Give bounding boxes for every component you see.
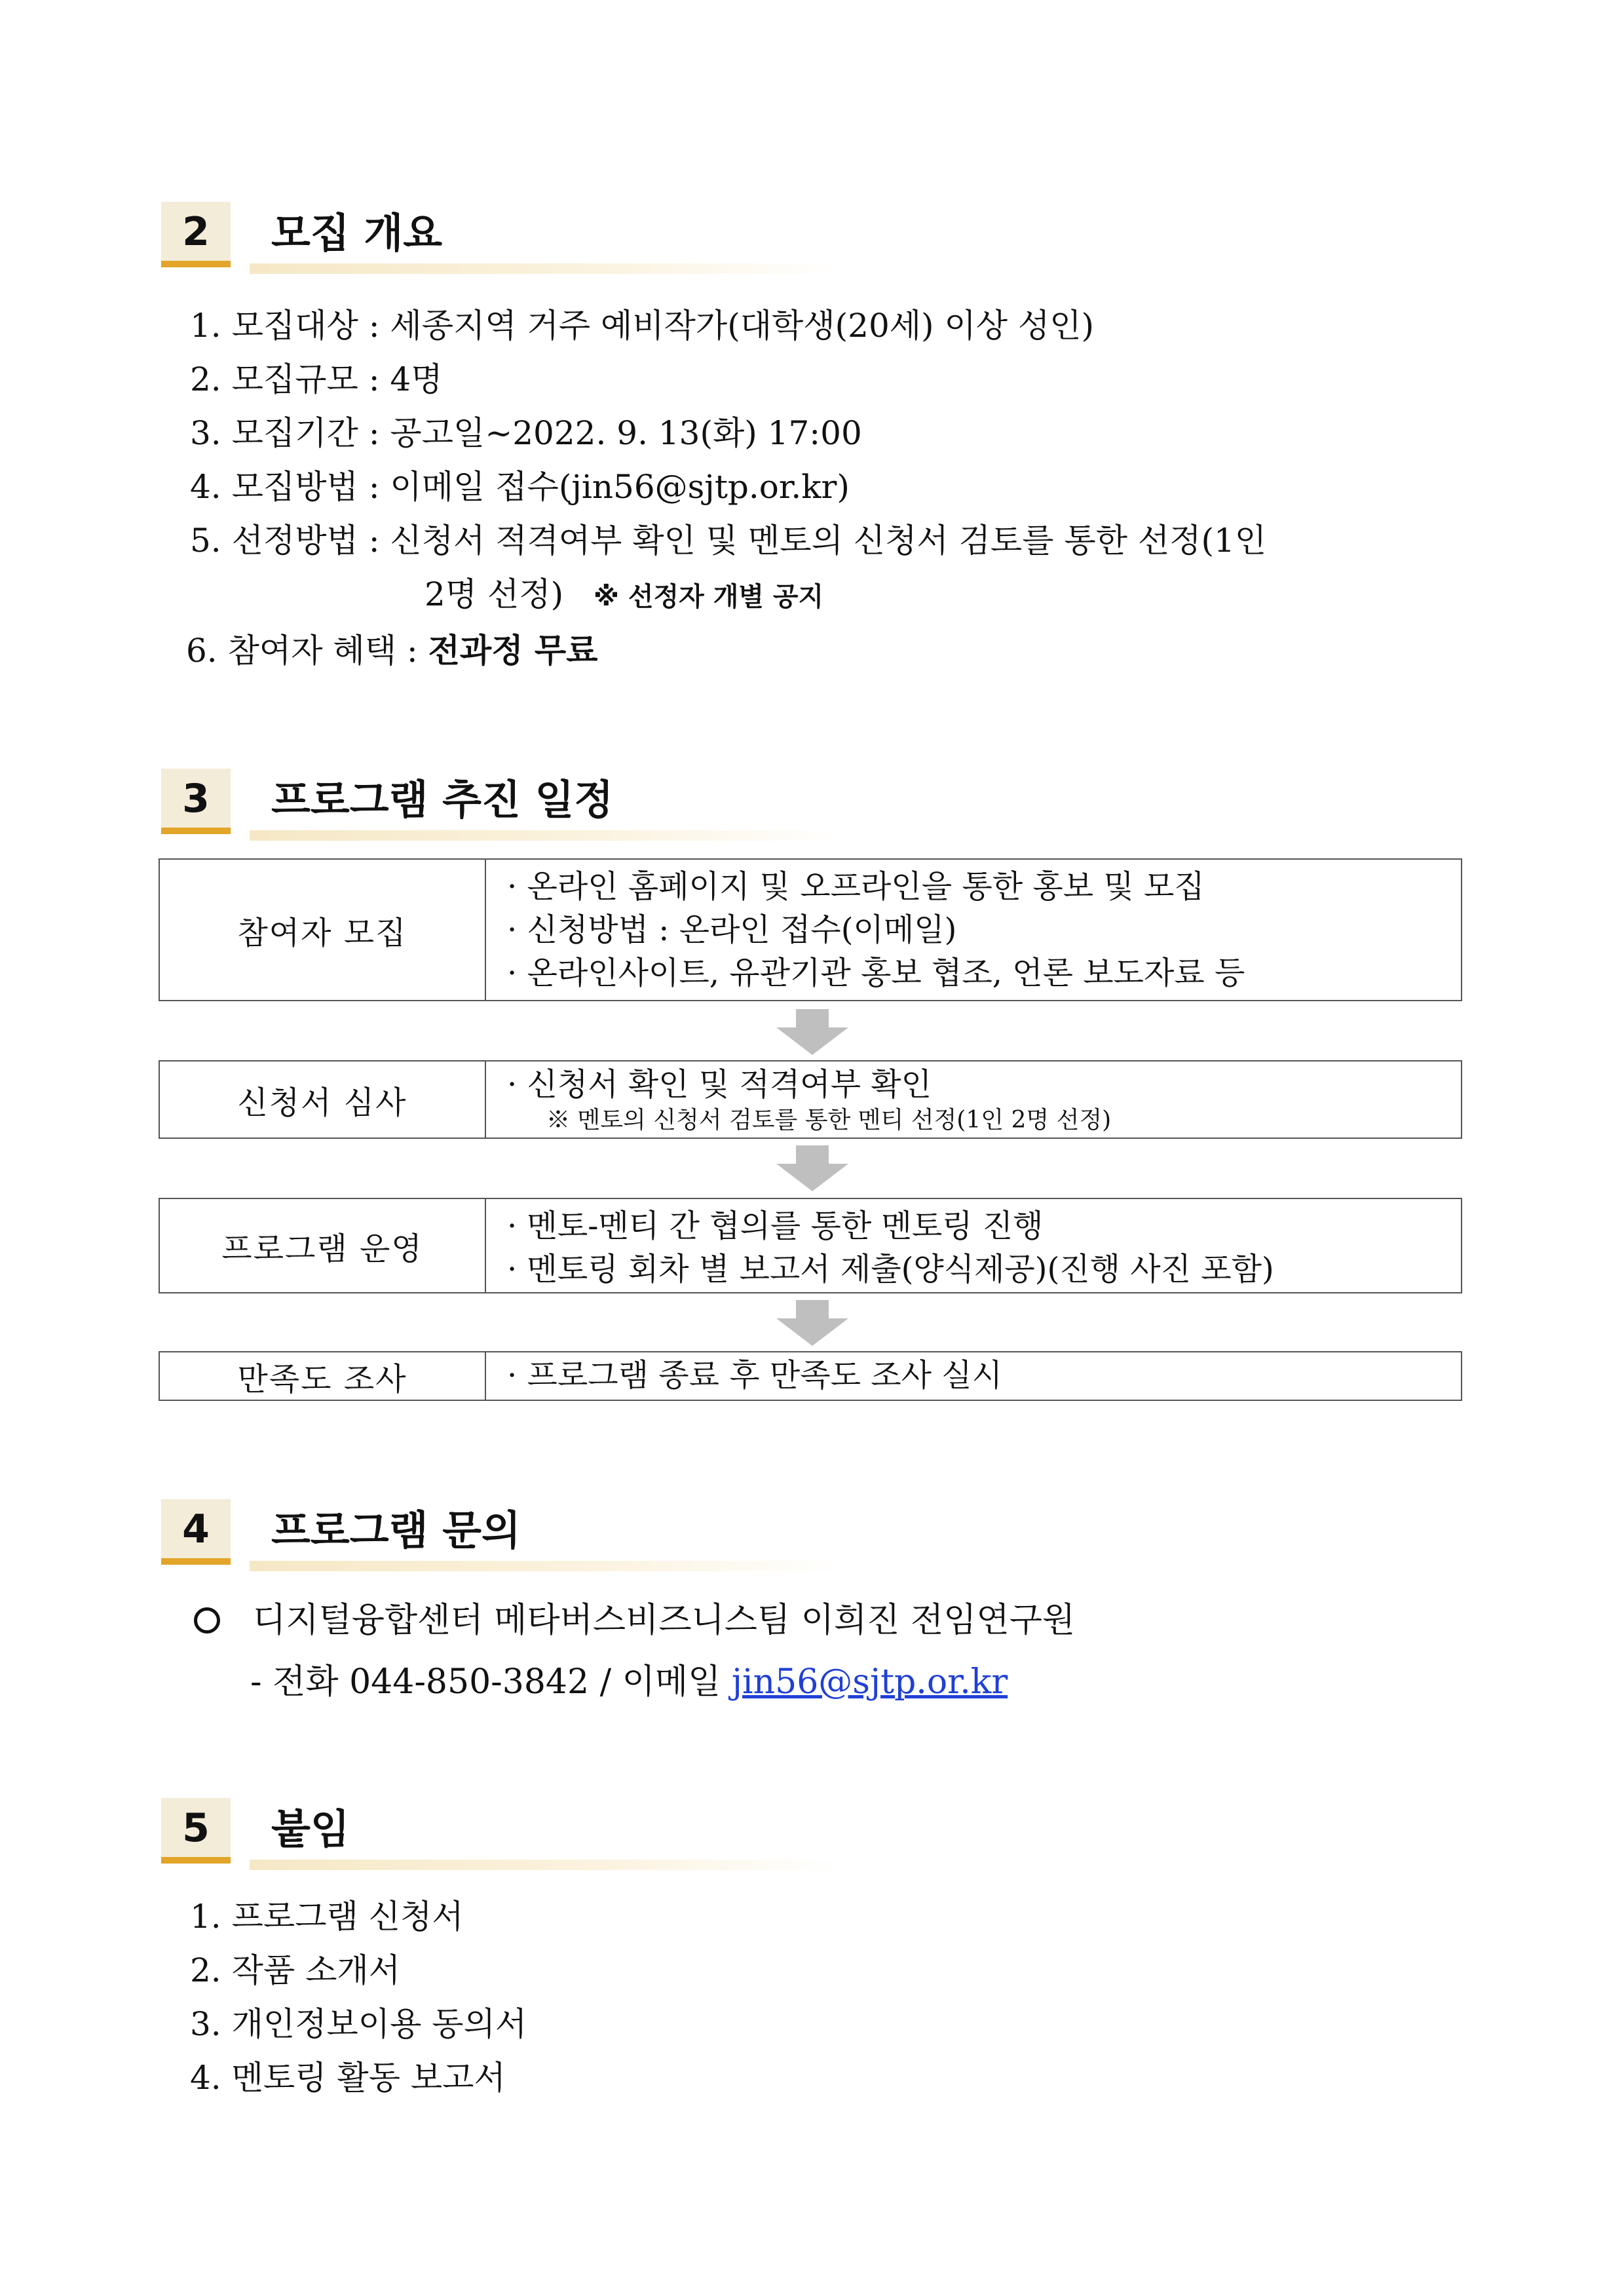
section-5-header — [161, 1798, 816, 1870]
list-item: 1. 프로그램 신청서 — [190, 1898, 464, 1936]
step-line: · 멘토링 회차 별 보고서 제출(양식제공)(진행 사진 포함) — [507, 1251, 1274, 1288]
step-label: 참여자 모집 — [160, 860, 486, 1000]
list-item-continuation — [190, 567, 1266, 624]
section-number: 2 — [161, 202, 231, 267]
section-3-header — [161, 769, 816, 841]
list-item: 5. 선정방법 : 신청서 적격여부 확인 및 멘토의 신청서 검토를 통한 선정(1인 — [190, 522, 1267, 560]
list-item: 4. 모집방법 : 이메일 접수(jin56@sjtp.or.kr) — [190, 468, 850, 506]
title-underline — [250, 1561, 839, 1571]
benefit-label: 6. 참여자 혜택 : — [186, 632, 428, 670]
circle-bullet-icon — [194, 1607, 220, 1634]
list-item: 2. 모집규모 : 4명 — [190, 360, 443, 398]
selection-note: ※ 선정자 개별 공지 — [594, 582, 824, 612]
title-underline — [250, 263, 839, 274]
section-title: 붙임 — [271, 1805, 350, 1853]
schedule-step-survey — [159, 1351, 1462, 1401]
section-number: 5 — [161, 1798, 231, 1864]
schedule-step-recruit — [159, 858, 1462, 1001]
down-arrow-icon — [776, 1300, 848, 1346]
section-title: 모집 개요 — [271, 209, 443, 257]
attachment-list — [190, 1890, 527, 2105]
phone-text: - 전화 044-850-3842 / 이메일 — [250, 1662, 732, 1702]
list-item — [186, 624, 1266, 678]
list-item: 4. 멘토링 활동 보고서 — [190, 2059, 506, 2097]
step-label: 만족도 조사 — [160, 1352, 486, 1400]
title-underline — [250, 1860, 839, 1870]
contact-phone-email — [194, 1651, 1075, 1713]
list-item: 3. 모집기간 : 공고일~2022. 9. 13(화) 17:00 — [190, 414, 862, 452]
contact-person — [194, 1590, 1075, 1651]
step-content — [507, 1204, 1274, 1291]
selection-count: 2명 선정) — [425, 575, 564, 613]
step-note: ※ 멘토의 신청서 검토를 통한 멘티 선정(1인 2명 선정) — [546, 1107, 1112, 1134]
benefit-value: 전과정 무료 — [428, 632, 598, 670]
step-line: · 신청방법 : 온라인 접수(이메일) — [507, 911, 957, 948]
section-4-header — [161, 1499, 816, 1571]
step-line: · 프로그램 종료 후 만족도 조사 실시 — [507, 1357, 1002, 1394]
section-title: 프로그램 추진 일정 — [271, 776, 614, 824]
down-arrow-icon — [776, 1145, 848, 1191]
step-content — [507, 865, 1245, 995]
step-line: · 온라인사이트, 유관기관 홍보 협조, 언론 보도자료 등 — [507, 955, 1245, 991]
section-number: 4 — [161, 1499, 231, 1565]
section-number: 3 — [161, 769, 231, 834]
email-link[interactable]: jin56@sjtp.or.kr — [731, 1662, 1008, 1702]
step-content — [507, 1063, 1111, 1135]
section-title: 프로그램 문의 — [271, 1506, 521, 1554]
contact-line: 디지털융합센터 메타버스비즈니스팀 이희진 전임연구원 — [253, 1601, 1076, 1640]
recruitment-overview-list — [186, 299, 1267, 678]
step-line: · 멘토-멘티 간 협의를 통한 멘토링 진행 — [507, 1208, 1044, 1244]
list-item: 2. 작품 소개서 — [190, 1951, 400, 1989]
step-content — [507, 1354, 1002, 1397]
list-item: 1. 모집대상 : 세종지역 거주 예비작가(대학생(20세) 이상 성인) — [190, 307, 1095, 345]
step-label: 신청서 심사 — [160, 1062, 486, 1138]
title-underline — [250, 830, 839, 841]
schedule-step-operation — [159, 1198, 1462, 1293]
list-item: 3. 개인정보이용 동의서 — [190, 2005, 527, 2043]
step-line: · 신청서 확인 및 적격여부 확인 — [507, 1066, 932, 1103]
step-line: · 온라인 홈페이지 및 오프라인을 통한 홍보 및 모집 — [507, 868, 1205, 905]
schedule-step-review — [159, 1060, 1462, 1139]
contact-info — [194, 1590, 1075, 1713]
section-2-header — [161, 202, 816, 274]
step-label: 프로그램 운영 — [160, 1199, 486, 1292]
down-arrow-icon — [776, 1009, 848, 1055]
